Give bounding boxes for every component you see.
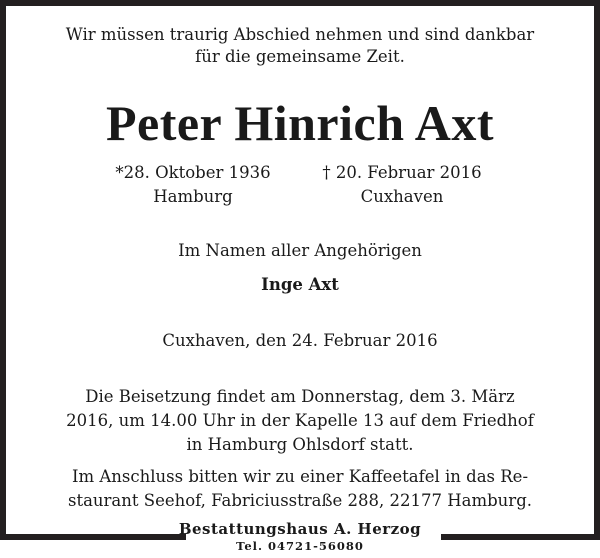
funeral-home-name: Bestattungshaus A. Herzog xyxy=(178,520,422,538)
place-date: Cuxhaven, den 24. Februar 2016 xyxy=(162,331,438,350)
family-name: Inge Axt xyxy=(261,275,339,294)
family-intro: Im Namen aller Angehörigen xyxy=(178,241,422,260)
funeral-line-1: Die Beisetzung findet am Donnerstag, dem 3. März xyxy=(85,387,515,406)
funeral-line-2: 2016, um 14.00 Uhr in der Kapelle 13 auf dem Friedhof xyxy=(66,411,534,430)
reception-line-2: staurant Seehof, Fabriciusstraße 288, 22177 Hamburg. xyxy=(67,491,533,510)
funeral-home-phone: Tel. 04721-56080 xyxy=(236,539,364,553)
reception-line-1: Im Anschluss bitten wir zu einer Kaffeetafel in das Re- xyxy=(71,467,529,486)
funeral-line-3: in Hamburg Ohlsdorf statt. xyxy=(186,435,414,454)
birth-date: *28. Oktober 1936 xyxy=(115,163,271,182)
birth-place: Hamburg xyxy=(153,187,233,206)
death-place: Cuxhaven xyxy=(360,187,444,206)
intro-line-2: für die gemeinsame Zeit. xyxy=(195,47,405,66)
intro-line-1: Wir müssen traurig Abschied nehmen und sind dankbar xyxy=(65,25,535,44)
death-date: † 20. Februar 2016 xyxy=(322,163,482,182)
deceased-name: Peter Hinrich Axt xyxy=(105,95,495,151)
